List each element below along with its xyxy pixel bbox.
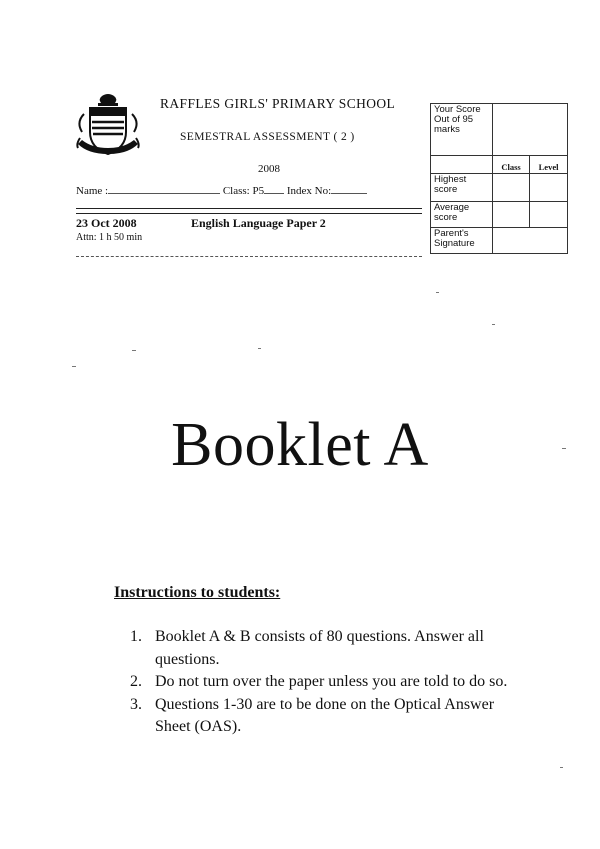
name-blank[interactable]: [108, 184, 220, 194]
instruction-text: Questions 1-30 are to be done on the Optical Answer Sheet (OAS).: [155, 695, 495, 735]
instruction-number: 1.: [130, 628, 142, 645]
instructions-list: [130, 626, 510, 739]
instruction-number: 3.: [130, 695, 142, 713]
class-label: Class: P5: [222, 185, 265, 197]
instruction-item: [130, 694, 510, 739]
exam-year: 2008: [258, 163, 280, 175]
highest-class-cell[interactable]: [493, 174, 530, 202]
scan-speck: [492, 324, 495, 325]
class-blank[interactable]: [264, 184, 284, 194]
name-label: Name :: [76, 185, 109, 197]
instruction-text: Booklet A & B consists of 80 questions. Answer all questions.: [155, 628, 484, 668]
class-column-header: Class: [493, 156, 530, 174]
instruction-number: 2.: [130, 673, 142, 690]
average-score-label: Average score: [431, 202, 493, 228]
scan-speck: [562, 448, 566, 449]
scan-speck: [560, 767, 563, 768]
instruction-text: Do not turn over the paper unless you are told to do so.: [155, 673, 508, 690]
booklet-title: Booklet A: [171, 411, 429, 479]
highest-score-label: Highest score: [431, 174, 493, 202]
exam-title: SEMESTRAL ASSESSMENT ( 2 ): [180, 131, 355, 143]
divider-line: [76, 213, 422, 214]
score-table: [430, 103, 568, 254]
exam-date: 23 Oct 2008: [76, 216, 137, 230]
score-cell[interactable]: [493, 104, 568, 156]
divider-line: [76, 208, 422, 209]
exam-duration: Attn: 1 h 50 min: [76, 232, 143, 243]
average-level-cell[interactable]: [530, 202, 568, 228]
index-label: Index No:: [286, 185, 332, 197]
scan-speck: [436, 292, 439, 293]
scan-speck: [132, 350, 136, 351]
scan-speck: [72, 366, 76, 367]
student-details-row: [76, 184, 367, 197]
school-name: RAFFLES GIRLS' PRIMARY SCHOOL: [160, 96, 396, 111]
your-score-label: Your Score Out of 95 marks: [431, 104, 493, 156]
instruction-item: [130, 671, 510, 694]
highest-level-cell[interactable]: [530, 174, 568, 202]
parent-signature-cell[interactable]: [493, 228, 568, 254]
index-blank[interactable]: [331, 184, 367, 194]
school-crest-logo: [76, 92, 140, 164]
paper-title: English Language Paper 2: [191, 216, 326, 230]
instructions-heading: Instructions to students:: [114, 584, 281, 601]
divider-line: [76, 256, 422, 257]
parent-signature-label: Parent's Signature: [431, 228, 493, 254]
average-class-cell[interactable]: [493, 202, 530, 228]
scan-speck: [258, 348, 261, 349]
level-column-header: Level: [530, 156, 568, 174]
instruction-item: [130, 626, 510, 671]
